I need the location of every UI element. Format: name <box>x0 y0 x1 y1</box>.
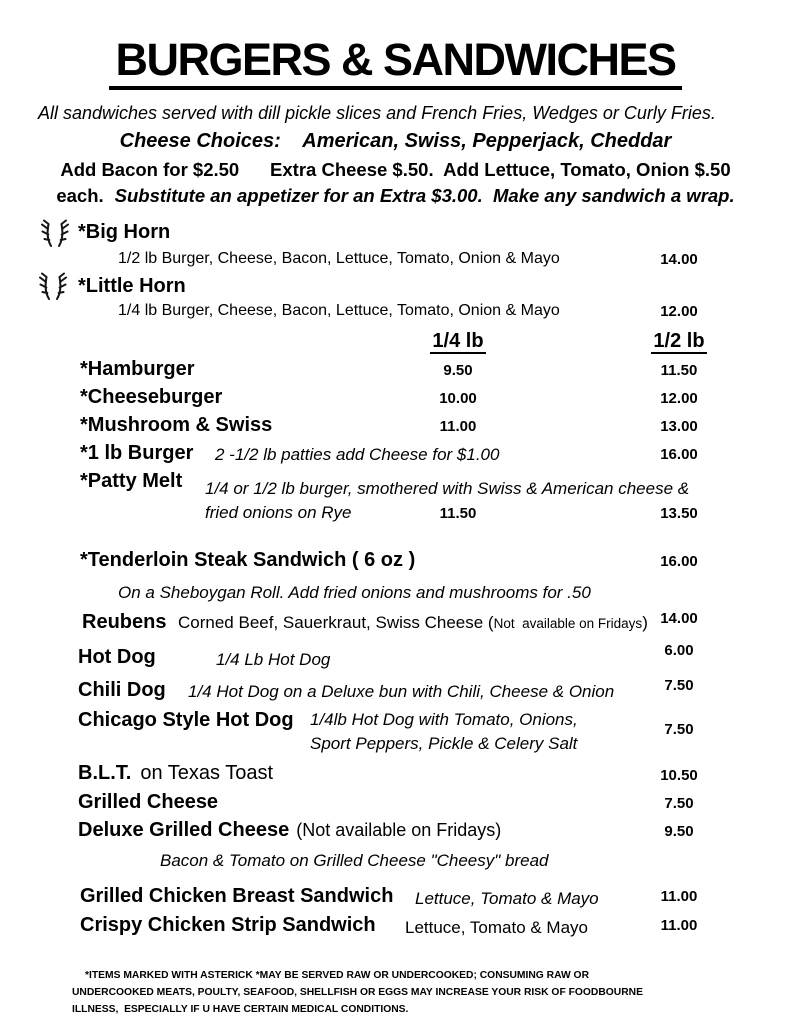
item-price: 16.00 <box>660 553 698 570</box>
addons-line-2 <box>0 185 791 207</box>
item-price: 14.00 <box>660 251 698 268</box>
item-name: *Big Horn <box>78 221 171 243</box>
item-price: 6.00 <box>664 642 694 659</box>
item-name: Chicago Style Hot Dog <box>78 709 294 731</box>
addons-line-2-italic: Substitute an appetizer for an Extra $3.00. Make any sandwich a wrap. <box>114 185 735 206</box>
item-desc: 2 -1/2 lb patties add Cheese for $1.00 <box>215 445 500 464</box>
item-price: 12.00 <box>660 303 698 320</box>
item-name: *1 lb Burger <box>80 442 194 464</box>
availability-note: Not available on Fridays <box>493 616 643 631</box>
item-price: 7.50 <box>664 677 694 694</box>
item-desc-line-1: 1/4 or 1/2 lb burger, smothered with Swiss & American cheese & <box>205 479 690 498</box>
item-name: Hot Dog <box>78 646 156 668</box>
item-desc-line-2: fried onions on Rye <box>205 503 352 522</box>
item-name: Grilled Chicken Breast Sandwich <box>80 885 394 907</box>
page-title: BURGERS & SANDWICHES <box>109 36 681 90</box>
half-price: 16.00 <box>660 446 698 463</box>
item-name: Grilled Cheese <box>78 791 219 813</box>
item-desc: 1/4 Hot Dog on a Deluxe bun with Chili, Cheese & Onion <box>188 682 615 701</box>
item-desc: Lettuce, Tomato & Mayo <box>405 918 589 937</box>
item-note: Bacon & Tomato on Grilled Cheese "Cheesy" bread <box>160 851 549 870</box>
addons-line-2-plain: each. <box>56 185 104 206</box>
antlers-icon <box>38 219 72 247</box>
item-name: *Cheeseburger <box>80 386 223 408</box>
half-price: 12.00 <box>660 390 698 407</box>
item-price: 11.00 <box>660 888 698 905</box>
item-name: Chili Dog <box>78 679 166 701</box>
item-price: 14.00 <box>660 610 698 627</box>
item-price: 10.50 <box>660 767 698 784</box>
quarter-price: 11.50 <box>439 505 477 522</box>
item-name: *Tenderloin Steak Sandwich ( 6 oz ) <box>80 549 416 571</box>
item-name: *Hamburger <box>80 358 195 380</box>
addons-line-1: Add Bacon for $2.50 Extra Cheese $.50. Add Lettuce, Tomato, Onion $.50 <box>60 159 731 180</box>
half-price: 13.00 <box>660 418 698 435</box>
item-name: Crispy Chicken Strip Sandwich <box>80 914 376 936</box>
quarter-price: 9.50 <box>443 362 473 379</box>
quarter-price: 11.00 <box>439 418 477 435</box>
item-price: 11.00 <box>660 917 698 934</box>
item-name: *Mushroom & Swiss <box>80 414 273 436</box>
item-name-line <box>78 819 501 842</box>
column-header-quarter-lb: 1/4 lb <box>432 330 484 352</box>
item-desc: 1/4 lb Burger, Cheese, Bacon, Lettuce, Tomato, Onion & Mayo <box>118 302 560 319</box>
disclaimer-text: *ITEMS MARKED WITH ASTERICK *MAY BE SERVED RAW OR UNDERCOOKED; CONSUMING RAW OR UNDERCOOKED MEATS, POULTY, SEAFOOD, SHELLFISH OR EGGS MAY INCREASE YOUR RISK OF FOODBOURNE ILLNESS, ESPECIALLY IF U HAVE CERTAIN MEDICAL CONDITIONS. <box>72 970 646 1015</box>
item-name-line <box>78 762 273 785</box>
item-desc: Lettuce, Tomato & Mayo <box>415 889 599 908</box>
half-price: 13.50 <box>660 505 698 522</box>
tagline: All sandwiches served with dill pickle slices and French Fries, Wedges or Curly Fries. <box>38 103 716 123</box>
item-price: 7.50 <box>664 721 694 738</box>
item-price: 9.50 <box>664 823 694 840</box>
half-price: 11.50 <box>660 362 698 379</box>
item-desc: 1/2 lb Burger, Cheese, Bacon, Lettuce, Tomato, Onion & Mayo <box>118 250 560 267</box>
item-price: 7.50 <box>664 795 694 812</box>
item-name: Reubens <box>82 611 167 633</box>
column-header-half-lb: 1/2 lb <box>653 330 705 352</box>
antlers-icon <box>36 272 70 300</box>
item-desc-line-1: 1/4lb Hot Dog with Tomato, Onions, <box>310 710 578 729</box>
title-row <box>0 36 791 90</box>
item-desc: Corned Beef, Sauerkraut, Swiss Cheese (Not available on Fridays) <box>178 613 648 632</box>
cheese-choices-line: Cheese Choices: American, Swiss, Pepperjack, Cheddar <box>119 130 672 152</box>
quarter-price: 10.00 <box>439 390 477 407</box>
item-name: B.L.T. <box>78 762 132 784</box>
item-name: Deluxe Grilled Cheese <box>78 819 290 841</box>
item-note: On a Sheboygan Roll. Add fried onions and mushrooms for .50 <box>118 583 591 602</box>
item-desc-line-2: Sport Peppers, Pickle & Celery Salt <box>310 734 578 753</box>
item-name: *Little Horn <box>78 275 186 297</box>
item-desc: on Texas Toast <box>140 762 274 784</box>
availability-note: (Not available on Fridays) <box>296 820 502 840</box>
item-desc: 1/4 Lb Hot Dog <box>216 650 331 669</box>
item-name: *Patty Melt <box>80 470 183 492</box>
